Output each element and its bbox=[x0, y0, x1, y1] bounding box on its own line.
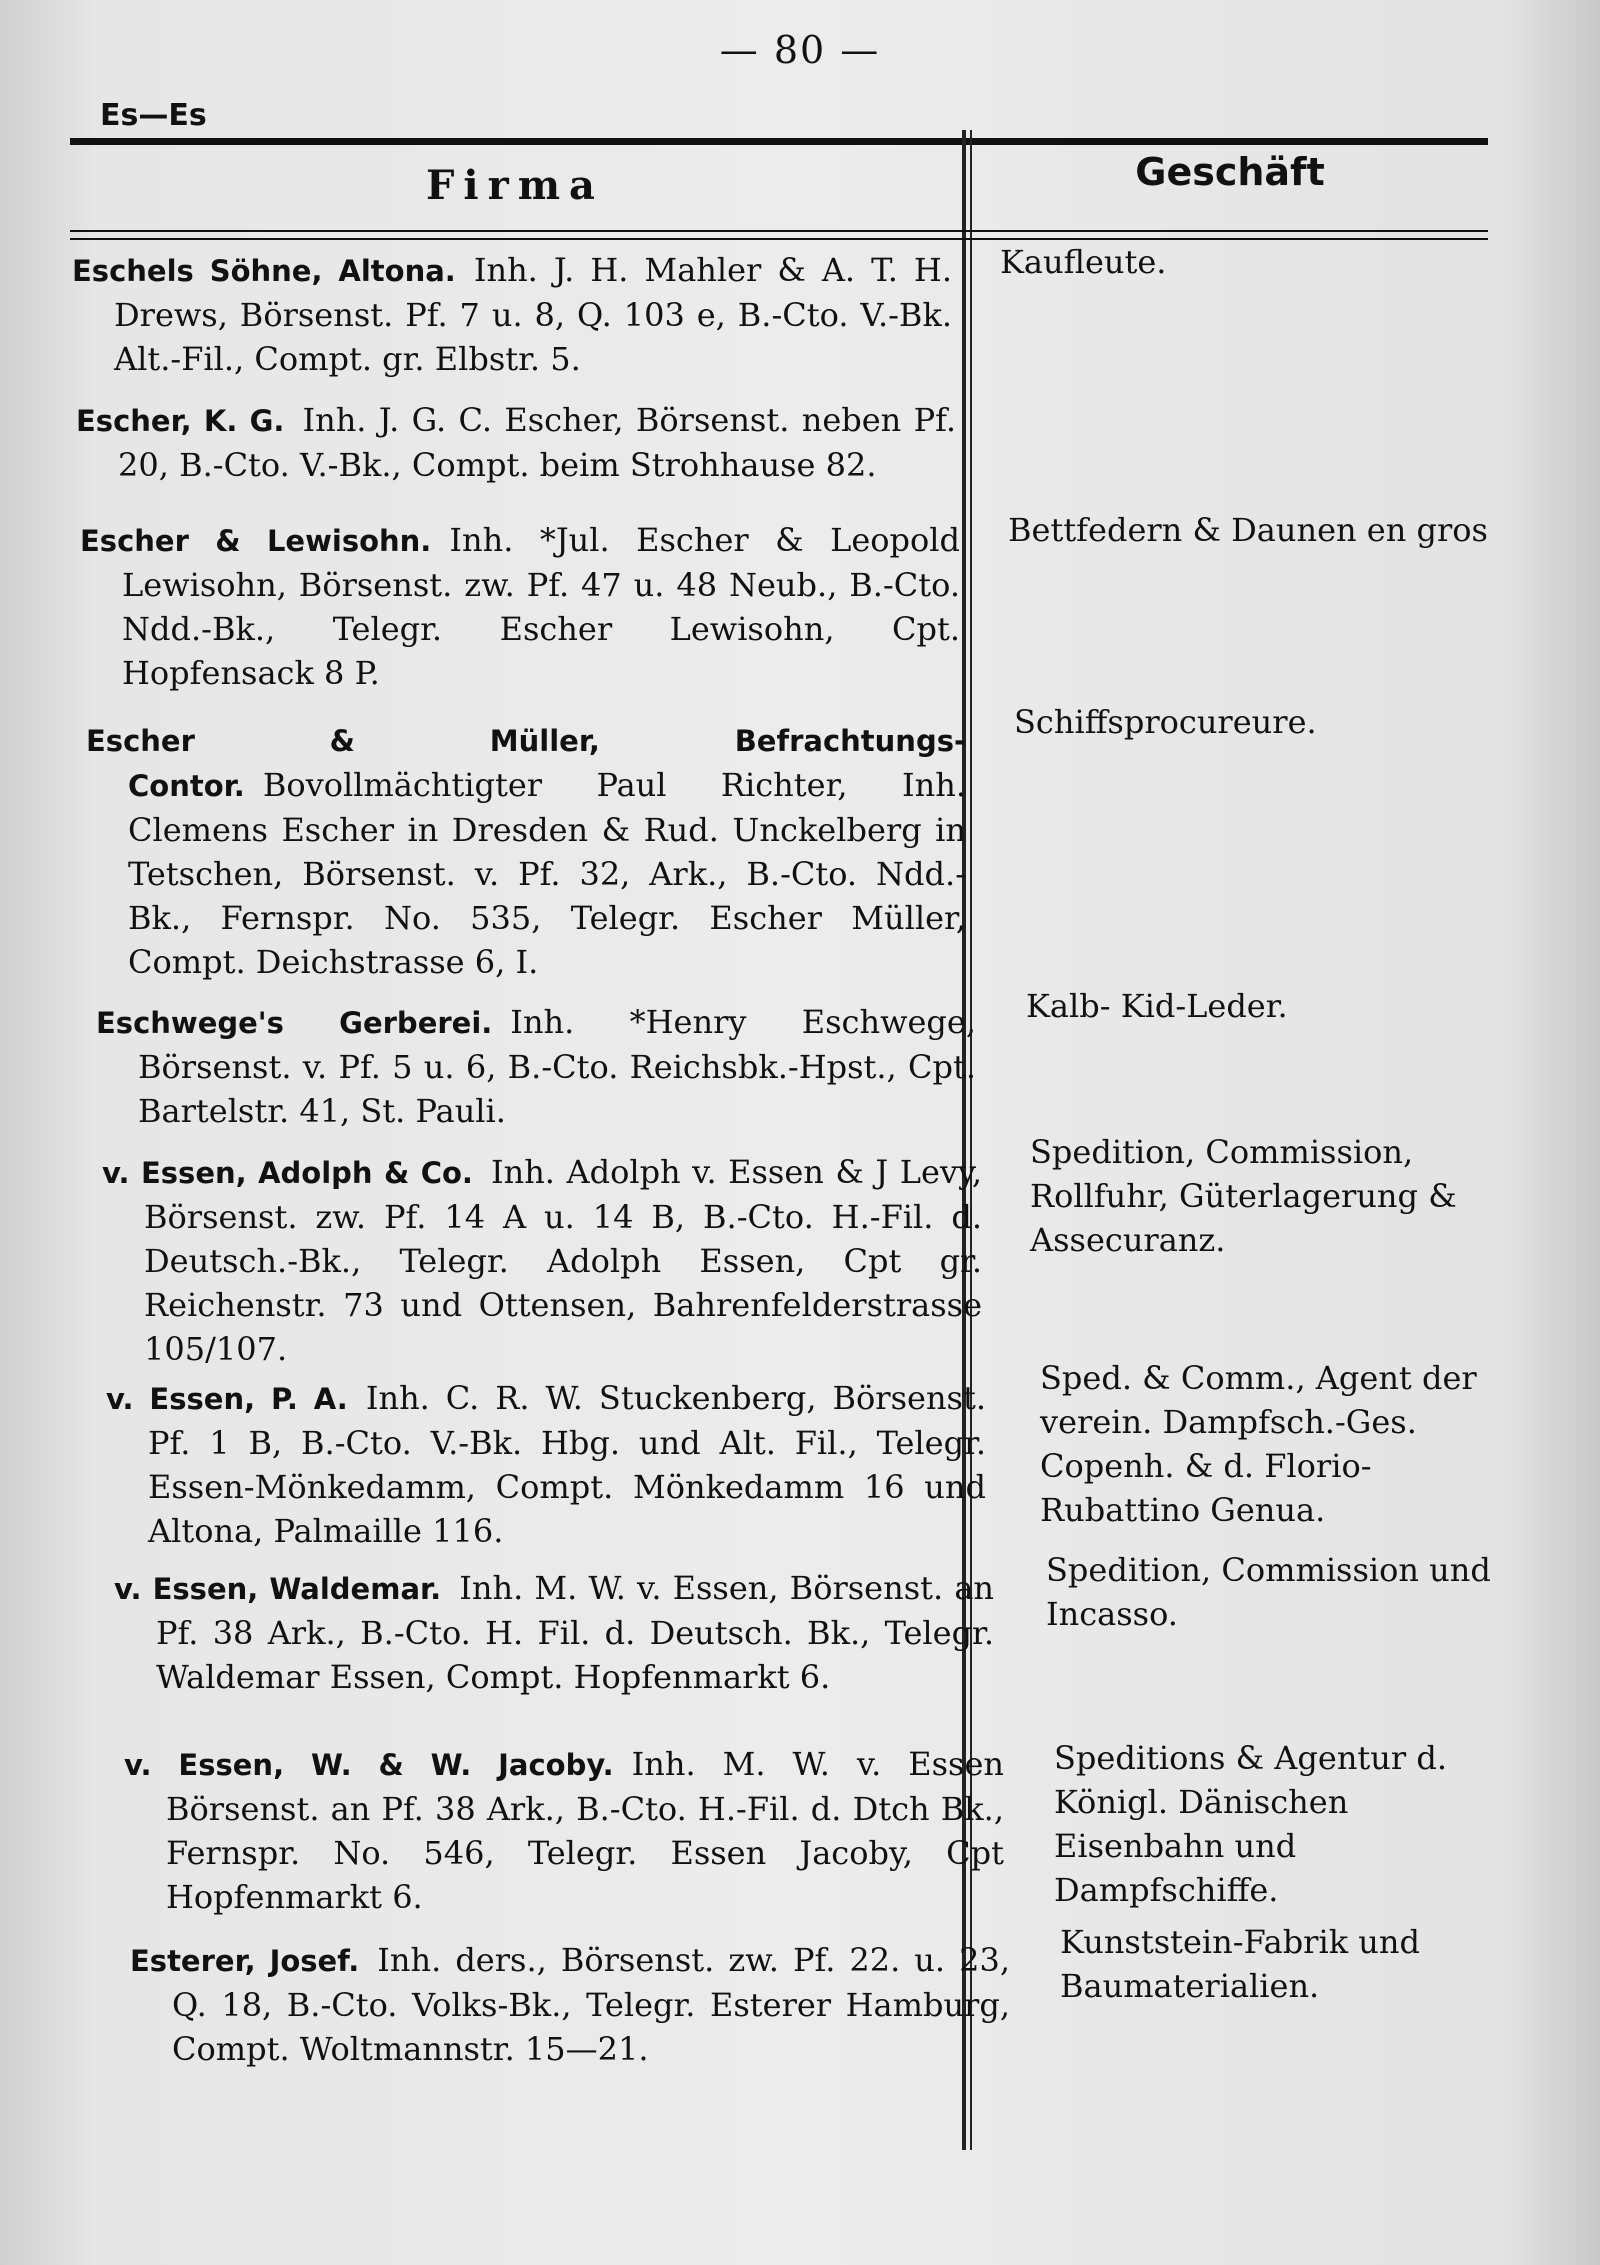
firm-entry-text bbox=[124, 1742, 1004, 1919]
firm-entry bbox=[96, 1000, 976, 1133]
firm-details: Inh. *Henry Eschwege, Börsenst. v. Pf. 5 u. 6, B.-Cto. Reichsbk.-Hpst., Cpt. Bartelstr. 41, St. Pauli. bbox=[138, 1003, 976, 1130]
firm-details: Inh. M. W. v. Essen, Börsenst. an Pf. 38 Ark., B.-Cto. H. Fil. d. Deutsch. Bk., Telegr. Waldemar Essen, Compt. Hopfenmarkt 6. bbox=[156, 1569, 994, 1696]
firm-name: v. Essen, P. A. bbox=[106, 1382, 348, 1416]
firm-details: Inh. Adolph v. Essen & J Levy, Börsenst. zw. Pf. 14 A u. 14 B, B.-Cto. H.-Fil. d. Deutsch.-Bk., Telegr. Adolph Essen, Cpt gr. Reichenstr. 73 und Ottensen, Bahrenfelderstrasse 105/107. bbox=[144, 1153, 982, 1368]
business-description: Kunststein-Fabrik und Baumaterialien. bbox=[1060, 1923, 1420, 2005]
firm-name: v. Essen, W. & W. Jacoby. bbox=[124, 1748, 614, 1782]
firm-entry bbox=[72, 248, 952, 381]
firm-name: Escher & Müller, Befrachtungs-Contor. bbox=[86, 724, 966, 803]
header-rule bbox=[70, 230, 1488, 232]
business-description: Kaufleute. bbox=[1000, 243, 1167, 281]
firm-name: Escher, K. G. bbox=[76, 404, 285, 438]
business-description: Sped. & Comm., Agent der verein. Dampfsch.-Ges. Copenh. & d. Florio-Rubattino Genua. bbox=[1040, 1359, 1477, 1529]
column-header-firma: Firma bbox=[426, 162, 604, 209]
firm-entry-text bbox=[106, 1376, 986, 1553]
business-description: Spedition, Commission und Incasso. bbox=[1046, 1551, 1491, 1633]
firm-entry-text bbox=[80, 518, 960, 695]
firm-name: Eschwege's Gerberei. bbox=[96, 1006, 493, 1040]
firm-details: Inh. ders., Börsenst. zw. Pf. 22. u. 23, Q. 18, B.-Cto. Volks-Bk., Telegr. Esterer Hamburg, Compt. Woltmannstr. 15—21. bbox=[172, 1941, 1010, 2068]
firm-entry bbox=[76, 398, 956, 487]
firm-details: Inh. *Jul. Escher & Leopold Lewisohn, Börsenst. zw. Pf. 47 u. 48 Neub., B.-Cto. Ndd.-Bk., Telegr. Escher Lewisohn, Cpt. Hopfensack 8 P. bbox=[122, 521, 961, 692]
firm-entry-text bbox=[102, 1150, 982, 1371]
firm-name: Esterer, Josef. bbox=[130, 1944, 360, 1978]
firm-name: Escher & Lewisohn. bbox=[80, 524, 432, 558]
firm-entry-text bbox=[72, 248, 952, 381]
firm-name: Eschels Söhne, Altona. bbox=[72, 254, 456, 288]
running-head: Es—Es bbox=[100, 98, 207, 133]
firm-entry bbox=[86, 718, 966, 984]
firm-entry bbox=[124, 1742, 1004, 1919]
firm-details: Inh. C. R. W. Stuckenberg, Börsenst. Pf. 1 B, B.-Cto. V.-Bk. Hbg. und Alt. Fil., Telegr. Essen-Mönkedamm, Compt. Mönkedamm 16 und Altona, Palmaille 116. bbox=[148, 1379, 987, 1550]
firm-name: v. Essen, Adolph & Co. bbox=[102, 1156, 473, 1190]
business-description: Schiffsprocureure. bbox=[1014, 703, 1317, 741]
firm-entry bbox=[130, 1938, 1010, 2071]
firm-entry bbox=[114, 1566, 994, 1699]
business-description: Speditions & Agentur d. Königl. Dänischen Eisenbahn und Dampfschiffe. bbox=[1054, 1739, 1448, 1909]
firm-entry-text bbox=[114, 1566, 994, 1699]
business-description: Bettfedern & Daunen en gros bbox=[1008, 511, 1488, 549]
column-header-geschaeft: Geschäft bbox=[1135, 150, 1325, 194]
firm-details: Bovollmächtigter Paul Richter, Inh. Clemens Escher in Dresden & Rud. Unckelberg in Tetschen, Börsenst. v. Pf. 32, Ark., B.-Cto. Ndd.-Bk., Fernspr. No. 535, Telegr. Escher Müller, Compt. Deichstrasse 6, I. bbox=[128, 766, 966, 981]
firm-name: v. Essen, Waldemar. bbox=[114, 1572, 442, 1606]
page-number: — 80 — bbox=[719, 28, 881, 72]
firm-entry bbox=[102, 1150, 982, 1371]
firm-details: Inh. J. G. C. Escher, Börsenst. neben Pf. 20, B.-Cto. V.-Bk., Compt. beim Strohhause 82. bbox=[118, 401, 957, 484]
firm-entry-text bbox=[76, 398, 956, 487]
firm-entry-text bbox=[96, 1000, 976, 1133]
top-rule bbox=[70, 138, 1488, 145]
firm-entry-text bbox=[86, 718, 966, 984]
firm-entry bbox=[106, 1376, 986, 1553]
firm-entry-text bbox=[130, 1938, 1010, 2071]
firm-details: Inh. M. W. v. Essen Börsenst. an Pf. 38 Ark., B.-Cto. H.-Fil. d. Dtch Bk., Fernspr. No. 546, Telegr. Essen Jacoby, Cpt Hopfenmarkt 6. bbox=[166, 1745, 1005, 1916]
business-description: Kalb- Kid-Leder. bbox=[1026, 987, 1288, 1025]
business-description: Spedition, Commission, Rollfuhr, Güterlagerung & Assecuranz. bbox=[1030, 1133, 1457, 1259]
firm-details: Inh. J. H. Mahler & A. T. H. Drews, Börsenst. Pf. 7 u. 8, Q. 103 e, B.-Cto. V.-Bk. Alt.-Fil., Compt. gr. Elbstr. 5. bbox=[114, 251, 952, 378]
firm-entry bbox=[80, 518, 960, 695]
